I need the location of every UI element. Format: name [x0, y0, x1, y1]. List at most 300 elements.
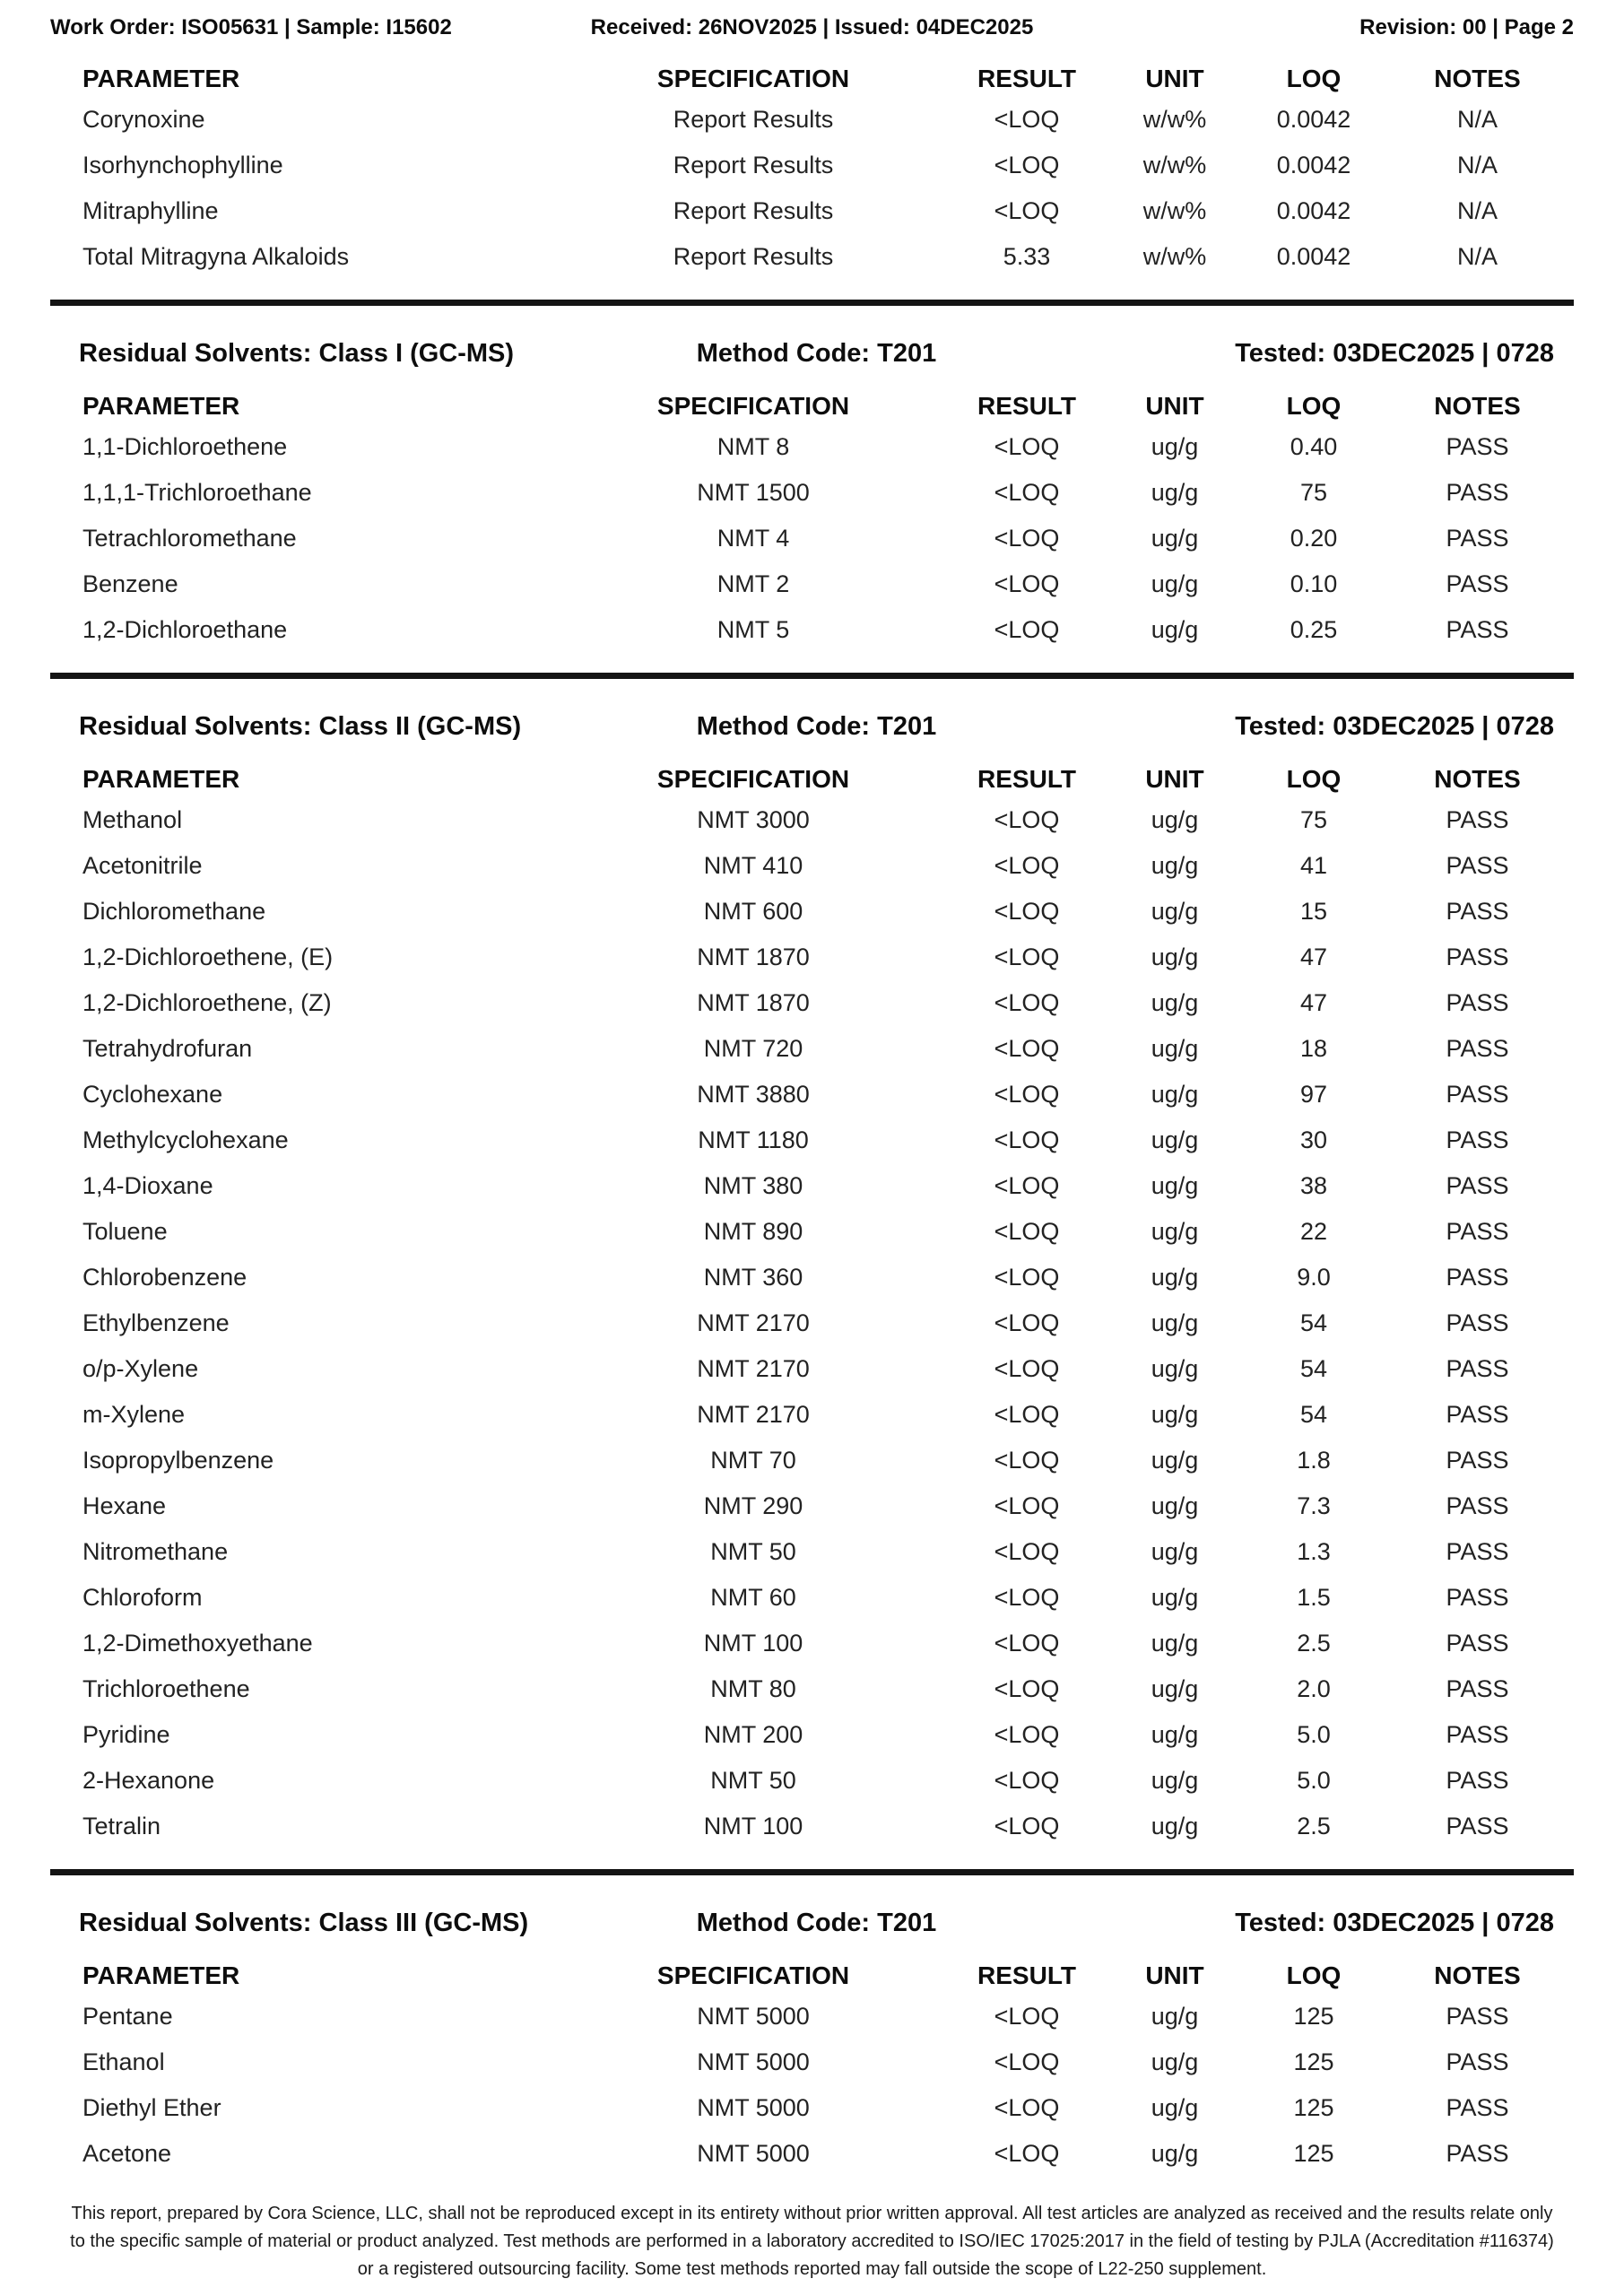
cell-notes: PASS — [1446, 1721, 1509, 1748]
cell-specification: NMT 1870 — [697, 989, 810, 1016]
cell-unit: ug/g — [1151, 479, 1199, 506]
cell-result: <LOQ — [994, 1538, 1060, 1565]
cell-notes: PASS — [1446, 1401, 1509, 1428]
report-section — [50, 1906, 1574, 2177]
cell-specification: NMT 1180 — [698, 1126, 809, 1153]
table-row — [50, 1209, 1574, 1255]
cell-loq: 0.0042 — [1276, 152, 1351, 178]
cell-specification: Report Results — [673, 243, 834, 270]
cell-specification: NMT 2170 — [697, 1309, 810, 1336]
cell-unit: ug/g — [1151, 1126, 1199, 1153]
cell-parameter: Isopropylbenzene — [83, 1447, 274, 1474]
cell-unit: w/w% — [1142, 106, 1207, 133]
cell-loq: 47 — [1299, 989, 1328, 1016]
report-sections — [50, 61, 1574, 2177]
cell-loq: 0.40 — [1290, 433, 1338, 460]
cell-result: <LOQ — [994, 479, 1060, 506]
cell-unit: ug/g — [1151, 433, 1199, 460]
cell-result: <LOQ — [994, 1721, 1060, 1748]
table-row — [50, 1072, 1574, 1118]
cell-parameter: Cyclohexane — [83, 1081, 223, 1108]
col-header-unit: UNIT — [1145, 392, 1204, 420]
cell-specification: NMT 100 — [703, 1813, 803, 1839]
table-row — [50, 1438, 1574, 1483]
table-row — [50, 1026, 1574, 1072]
section-divider — [50, 673, 1574, 679]
col-header-unit: UNIT — [1145, 765, 1204, 793]
cell-result: <LOQ — [994, 1081, 1060, 1108]
revision-page-number: Revision: 00 | Page 2 — [1359, 15, 1574, 39]
cell-specification: NMT 2170 — [697, 1401, 810, 1428]
cell-specification: NMT 360 — [703, 1264, 803, 1291]
table-row — [50, 1575, 1574, 1621]
cell-unit: ug/g — [1151, 1813, 1199, 1839]
cell-result: <LOQ — [994, 2003, 1060, 2030]
col-header-result: RESULT — [977, 65, 1076, 92]
cell-specification: NMT 290 — [703, 1492, 803, 1519]
cell-result: <LOQ — [994, 1401, 1060, 1428]
col-header-loq: LOQ — [1286, 1961, 1342, 1989]
table-row — [50, 980, 1574, 1026]
cell-result: <LOQ — [994, 1126, 1060, 1153]
cell-result: <LOQ — [994, 1172, 1060, 1199]
cell-result: <LOQ — [994, 1584, 1060, 1611]
cell-specification: NMT 380 — [703, 1172, 803, 1199]
cell-result: <LOQ — [994, 525, 1060, 552]
cell-parameter: 1,2-Dichloroethene, (E) — [83, 944, 334, 970]
cell-unit: ug/g — [1151, 1355, 1199, 1382]
cell-specification: NMT 5 — [716, 616, 790, 643]
cell-specification: NMT 50 — [710, 1538, 796, 1565]
footer-line: to the specific sample of material or product analyzed. Test methods are performed in a laboratory accredited to ISO/IEC 17025:2017 in the field of testing by PJLA (Accreditation #116374) — [70, 2231, 1554, 2251]
cell-loq: 18 — [1299, 1035, 1328, 1062]
cell-unit: ug/g — [1151, 2140, 1199, 2167]
cell-notes: PASS — [1446, 1767, 1509, 1794]
cell-parameter: Nitromethane — [83, 1538, 229, 1565]
col-header-unit: UNIT — [1145, 1961, 1204, 1989]
cell-loq: 0.10 — [1290, 570, 1338, 597]
cell-notes: PASS — [1446, 1172, 1509, 1199]
cell-specification: NMT 720 — [703, 1035, 803, 1062]
table-row — [50, 2085, 1574, 2131]
cell-result: <LOQ — [994, 1630, 1060, 1657]
cell-unit: ug/g — [1151, 1492, 1199, 1519]
cell-unit: w/w% — [1142, 243, 1207, 270]
section-divider — [50, 1869, 1574, 1875]
cell-specification: NMT 1500 — [697, 479, 810, 506]
cell-loq: 38 — [1299, 1172, 1328, 1199]
cell-parameter: 1,1-Dichloroethene — [83, 433, 288, 460]
footer-line: or a registered outsourcing facility. Some test methods reported may fall outside the scope of L22-250 supplement. — [357, 2259, 1267, 2279]
cell-unit: ug/g — [1151, 616, 1199, 643]
cell-unit: ug/g — [1151, 1081, 1199, 1108]
cell-unit: ug/g — [1151, 1675, 1199, 1702]
cell-specification: NMT 2 — [716, 570, 790, 597]
table-row — [50, 97, 1574, 143]
cell-notes: N/A — [1456, 197, 1498, 224]
cell-notes: PASS — [1446, 1675, 1509, 1702]
cell-specification: NMT 100 — [703, 1630, 803, 1657]
cell-parameter: Total Mitragyna Alkaloids — [83, 243, 350, 270]
cell-specification: Report Results — [673, 197, 834, 224]
table-row — [50, 1529, 1574, 1575]
column-header-row — [50, 61, 1574, 97]
cell-unit: ug/g — [1151, 2003, 1199, 2030]
cell-notes: PASS — [1446, 1584, 1509, 1611]
cell-unit: ug/g — [1151, 1538, 1199, 1565]
cell-unit: ug/g — [1151, 1630, 1199, 1657]
cell-parameter: Tetrahydrofuran — [83, 1035, 253, 1062]
cell-parameter: Isorhynchophylline — [83, 152, 283, 178]
cell-specification: NMT 5000 — [697, 2048, 810, 2075]
col-header-notes: NOTES — [1434, 65, 1521, 92]
cell-parameter: Pyridine — [83, 1721, 170, 1748]
page-meta-row — [50, 13, 1574, 43]
report-section — [50, 709, 1574, 1849]
cell-notes: PASS — [1446, 1492, 1509, 1519]
table-row — [50, 1118, 1574, 1163]
cell-notes: PASS — [1446, 570, 1509, 597]
cell-parameter: Chlorobenzene — [83, 1264, 248, 1291]
cell-unit: ug/g — [1151, 1309, 1199, 1336]
section-tested-date: Tested: 03DEC2025 | 0728 — [1235, 1908, 1554, 1937]
cell-notes: PASS — [1446, 1355, 1509, 1382]
section-tested-date: Tested: 03DEC2025 | 0728 — [1235, 338, 1554, 368]
section-header — [50, 1906, 1574, 1940]
cell-loq: 54 — [1299, 1309, 1328, 1336]
cell-parameter: Dichloromethane — [83, 898, 266, 925]
cell-result: <LOQ — [994, 2140, 1060, 2167]
col-header-loq: LOQ — [1286, 765, 1342, 793]
cell-result: <LOQ — [994, 898, 1060, 925]
cell-parameter: Toluene — [83, 1218, 168, 1245]
cell-unit: ug/g — [1151, 852, 1199, 879]
section-header — [50, 336, 1574, 370]
cell-specification: NMT 5000 — [697, 2003, 810, 2030]
cell-notes: PASS — [1446, 852, 1509, 879]
cell-result: <LOQ — [994, 1035, 1060, 1062]
col-header-specification: SPECIFICATION — [656, 392, 850, 420]
cell-loq: 2.5 — [1297, 1813, 1331, 1839]
cell-unit: ug/g — [1151, 1035, 1199, 1062]
section-title: Residual Solvents: Class III (GC-MS) — [79, 1908, 529, 1937]
col-header-result: RESULT — [977, 392, 1076, 420]
cell-notes: PASS — [1446, 2140, 1509, 2167]
col-header-parameter: PARAMETER — [83, 765, 240, 793]
col-header-loq: LOQ — [1286, 65, 1342, 92]
col-header-loq: LOQ — [1286, 392, 1342, 420]
received-issued-dates: Received: 26NOV2025 | Issued: 04DEC2025 — [590, 15, 1034, 39]
cell-result: <LOQ — [994, 2094, 1060, 2121]
cell-result: <LOQ — [994, 1675, 1060, 1702]
cell-unit: ug/g — [1151, 1721, 1199, 1748]
table-row — [50, 1346, 1574, 1392]
col-header-specification: SPECIFICATION — [656, 1961, 850, 1989]
cell-loq: 22 — [1299, 1218, 1328, 1245]
cell-parameter: Methylcyclohexane — [83, 1126, 289, 1153]
cell-loq: 54 — [1299, 1401, 1328, 1428]
cell-result: <LOQ — [994, 989, 1060, 1016]
cell-loq: 9.0 — [1297, 1264, 1331, 1291]
col-header-notes: NOTES — [1434, 392, 1521, 420]
section-tested-date: Tested: 03DEC2025 | 0728 — [1235, 711, 1554, 741]
cell-specification: NMT 2170 — [697, 1355, 810, 1382]
cell-unit: ug/g — [1151, 2048, 1199, 2075]
cell-loq: 75 — [1299, 806, 1328, 833]
cell-notes: PASS — [1446, 1813, 1509, 1839]
col-header-unit: UNIT — [1145, 65, 1204, 92]
cell-specification: NMT 8 — [716, 433, 790, 460]
cell-notes: N/A — [1456, 152, 1498, 178]
section-method-code: Method Code: T201 — [696, 1908, 937, 1937]
cell-loq: 125 — [1293, 2140, 1334, 2167]
cell-notes: PASS — [1446, 898, 1509, 925]
col-header-parameter: PARAMETER — [83, 1961, 240, 1989]
cell-loq: 1.5 — [1297, 1584, 1331, 1611]
cell-result: <LOQ — [994, 106, 1060, 133]
cell-parameter: Tetralin — [83, 1813, 161, 1839]
table-row — [50, 1621, 1574, 1666]
cell-loq: 0.25 — [1290, 616, 1338, 643]
table-row — [50, 1255, 1574, 1300]
col-header-specification: SPECIFICATION — [656, 65, 850, 92]
section-title: Residual Solvents: Class I (GC-MS) — [79, 338, 515, 368]
cell-notes: N/A — [1456, 106, 1498, 133]
cell-notes: PASS — [1446, 616, 1509, 643]
cell-unit: ug/g — [1151, 944, 1199, 970]
cell-loq: 2.0 — [1297, 1675, 1331, 1702]
col-header-notes: NOTES — [1434, 765, 1521, 793]
cell-result: <LOQ — [994, 570, 1060, 597]
table-row — [50, 607, 1574, 653]
table-row — [50, 1758, 1574, 1804]
cell-parameter: 1,2-Dichloroethane — [83, 616, 288, 643]
col-header-specification: SPECIFICATION — [656, 765, 850, 793]
table-row — [50, 188, 1574, 234]
cell-notes: PASS — [1446, 525, 1509, 552]
cell-notes: PASS — [1446, 1447, 1509, 1474]
cell-specification: NMT 600 — [703, 898, 803, 925]
cell-loq: 30 — [1299, 1126, 1328, 1153]
cell-notes: PASS — [1446, 1309, 1509, 1336]
cell-result: <LOQ — [994, 1447, 1060, 1474]
cell-result: <LOQ — [994, 616, 1060, 643]
table-row — [50, 889, 1574, 935]
cell-parameter: 1,2-Dichloroethene, (Z) — [83, 989, 332, 1016]
cell-unit: ug/g — [1151, 570, 1199, 597]
cell-result: <LOQ — [994, 1309, 1060, 1336]
cell-loq: 0.0042 — [1276, 106, 1351, 133]
col-header-result: RESULT — [977, 765, 1076, 793]
cell-unit: ug/g — [1151, 1172, 1199, 1199]
section-title: Residual Solvents: Class II (GC-MS) — [79, 711, 522, 741]
cell-unit: ug/g — [1151, 898, 1199, 925]
cell-specification: NMT 200 — [703, 1721, 803, 1748]
column-header-row — [50, 1958, 1574, 1994]
cell-parameter: Tetrachloromethane — [83, 525, 297, 552]
work-order-sample: Work Order: ISO05631 | Sample: I15602 — [50, 15, 452, 39]
cell-parameter: Hexane — [83, 1492, 167, 1519]
cell-result: <LOQ — [994, 1264, 1060, 1291]
cell-loq: 5.0 — [1297, 1767, 1331, 1794]
table-row — [50, 1804, 1574, 1849]
cell-parameter: Acetonitrile — [83, 852, 203, 879]
cell-parameter: Methanol — [83, 806, 183, 833]
cell-parameter: Chloroform — [83, 1584, 203, 1611]
cell-result: <LOQ — [994, 1767, 1060, 1794]
cell-notes: PASS — [1446, 989, 1509, 1016]
cell-loq: 41 — [1299, 852, 1328, 879]
cell-unit: ug/g — [1151, 1584, 1199, 1611]
cell-parameter: Acetone — [83, 2140, 172, 2167]
cell-result: <LOQ — [994, 1218, 1060, 1245]
cell-loq: 15 — [1299, 898, 1328, 925]
cell-unit: ug/g — [1151, 806, 1199, 833]
cell-parameter: 1,1,1-Trichloroethane — [83, 479, 312, 506]
table-row — [50, 424, 1574, 470]
section-method-code: Method Code: T201 — [696, 711, 937, 741]
cell-specification: Report Results — [673, 152, 834, 178]
table-row — [50, 797, 1574, 843]
cell-loq: 1.8 — [1297, 1447, 1331, 1474]
cell-loq: 54 — [1299, 1355, 1328, 1382]
cell-specification: NMT 5000 — [697, 2140, 810, 2167]
cell-unit: ug/g — [1151, 1447, 1199, 1474]
col-header-parameter: PARAMETER — [83, 392, 240, 420]
section-header — [50, 709, 1574, 744]
cell-specification: NMT 410 — [703, 852, 803, 879]
table-row — [50, 234, 1574, 280]
cell-unit: ug/g — [1151, 1218, 1199, 1245]
cell-specification: NMT 50 — [710, 1767, 796, 1794]
cell-parameter: Diethyl Ether — [83, 2094, 221, 2121]
table-row — [50, 1994, 1574, 2039]
section-method-code: Method Code: T201 — [696, 338, 937, 368]
cell-loq: 125 — [1293, 2094, 1334, 2121]
cell-notes: PASS — [1446, 1035, 1509, 1062]
cell-specification: NMT 3000 — [697, 806, 810, 833]
cell-result: <LOQ — [994, 1813, 1060, 1839]
cell-result: <LOQ — [994, 852, 1060, 879]
table-row — [50, 470, 1574, 516]
table-row — [50, 1483, 1574, 1529]
column-header-row — [50, 761, 1574, 797]
cell-specification: NMT 60 — [710, 1584, 796, 1611]
cell-notes: N/A — [1456, 243, 1498, 270]
cell-specification: NMT 3880 — [697, 1081, 810, 1108]
section-divider — [50, 300, 1574, 306]
cell-result: <LOQ — [994, 1492, 1060, 1519]
cell-specification: NMT 5000 — [697, 2094, 810, 2121]
cell-parameter: Ethylbenzene — [83, 1309, 230, 1336]
cell-loq: 0.0042 — [1276, 197, 1351, 224]
cell-specification: NMT 70 — [710, 1447, 796, 1474]
cell-notes: PASS — [1446, 1264, 1509, 1291]
cell-loq: 125 — [1293, 2048, 1334, 2075]
cell-unit: ug/g — [1151, 989, 1199, 1016]
cell-result: <LOQ — [994, 152, 1060, 178]
cell-loq: 47 — [1299, 944, 1328, 970]
cell-loq: 5.0 — [1297, 1721, 1331, 1748]
cell-loq: 1.3 — [1297, 1538, 1331, 1565]
table-row — [50, 516, 1574, 561]
cell-specification: Report Results — [673, 106, 834, 133]
cell-parameter: Ethanol — [83, 2048, 165, 2075]
cell-loq: 0.0042 — [1276, 243, 1351, 270]
cell-loq: 0.20 — [1290, 525, 1338, 552]
cell-result: <LOQ — [994, 1355, 1060, 1382]
table-row — [50, 143, 1574, 188]
cell-parameter: Trichloroethene — [83, 1675, 250, 1702]
cell-specification: NMT 4 — [716, 525, 790, 552]
cell-parameter: 2-Hexanone — [83, 1767, 215, 1794]
col-header-notes: NOTES — [1434, 1961, 1521, 1989]
table-row — [50, 561, 1574, 607]
cell-unit: ug/g — [1151, 2094, 1199, 2121]
cell-notes: PASS — [1446, 1126, 1509, 1153]
table-row — [50, 1392, 1574, 1438]
cell-parameter: o/p-Xylene — [83, 1355, 199, 1382]
table-row — [50, 2039, 1574, 2085]
cell-loq: 7.3 — [1297, 1492, 1331, 1519]
cell-loq: 97 — [1299, 1081, 1328, 1108]
cell-parameter: 1,2-Dimethoxyethane — [83, 1630, 313, 1657]
cell-notes: PASS — [1446, 944, 1509, 970]
cell-notes: PASS — [1446, 2003, 1509, 2030]
cell-result: <LOQ — [994, 806, 1060, 833]
table-row — [50, 843, 1574, 889]
cell-result: <LOQ — [994, 433, 1060, 460]
cell-notes: PASS — [1446, 2048, 1509, 2075]
cell-notes: PASS — [1446, 1538, 1509, 1565]
cell-parameter: 1,4-Dioxane — [83, 1172, 213, 1199]
cell-notes: PASS — [1446, 1630, 1509, 1657]
col-header-result: RESULT — [977, 1961, 1076, 1989]
cell-parameter: m-Xylene — [83, 1401, 186, 1428]
cell-notes: PASS — [1446, 2094, 1509, 2121]
cell-notes: PASS — [1446, 1218, 1509, 1245]
report-section — [50, 336, 1574, 653]
cell-result: 5.33 — [1003, 243, 1051, 270]
table-row — [50, 2131, 1574, 2177]
cell-unit: w/w% — [1142, 197, 1207, 224]
cell-unit: ug/g — [1151, 1767, 1199, 1794]
column-header-row — [50, 388, 1574, 424]
cell-notes: PASS — [1446, 433, 1509, 460]
footer-line: This report, prepared by Cora Science, LLC, shall not be reproduced except in its entirety without prior written approval. All test articles are analyzed as received and the results relate only — [71, 2204, 1553, 2223]
table-row — [50, 935, 1574, 980]
cell-unit: ug/g — [1151, 1264, 1199, 1291]
table-row — [50, 1712, 1574, 1758]
cell-result: <LOQ — [994, 197, 1060, 224]
report-section — [50, 61, 1574, 280]
col-header-parameter: PARAMETER — [83, 65, 240, 92]
cell-parameter: Mitraphylline — [83, 197, 219, 224]
cell-parameter: Corynoxine — [83, 106, 205, 133]
cell-parameter: Pentane — [83, 2003, 173, 2030]
cell-loq: 75 — [1299, 479, 1328, 506]
cell-result: <LOQ — [994, 944, 1060, 970]
cell-specification: NMT 80 — [710, 1675, 796, 1702]
table-row — [50, 1666, 1574, 1712]
cell-loq: 2.5 — [1297, 1630, 1331, 1657]
cell-loq: 125 — [1293, 2003, 1334, 2030]
cell-notes: PASS — [1446, 806, 1509, 833]
cell-notes: PASS — [1446, 479, 1509, 506]
cell-unit: w/w% — [1142, 152, 1207, 178]
cell-unit: ug/g — [1151, 525, 1199, 552]
table-row — [50, 1163, 1574, 1209]
